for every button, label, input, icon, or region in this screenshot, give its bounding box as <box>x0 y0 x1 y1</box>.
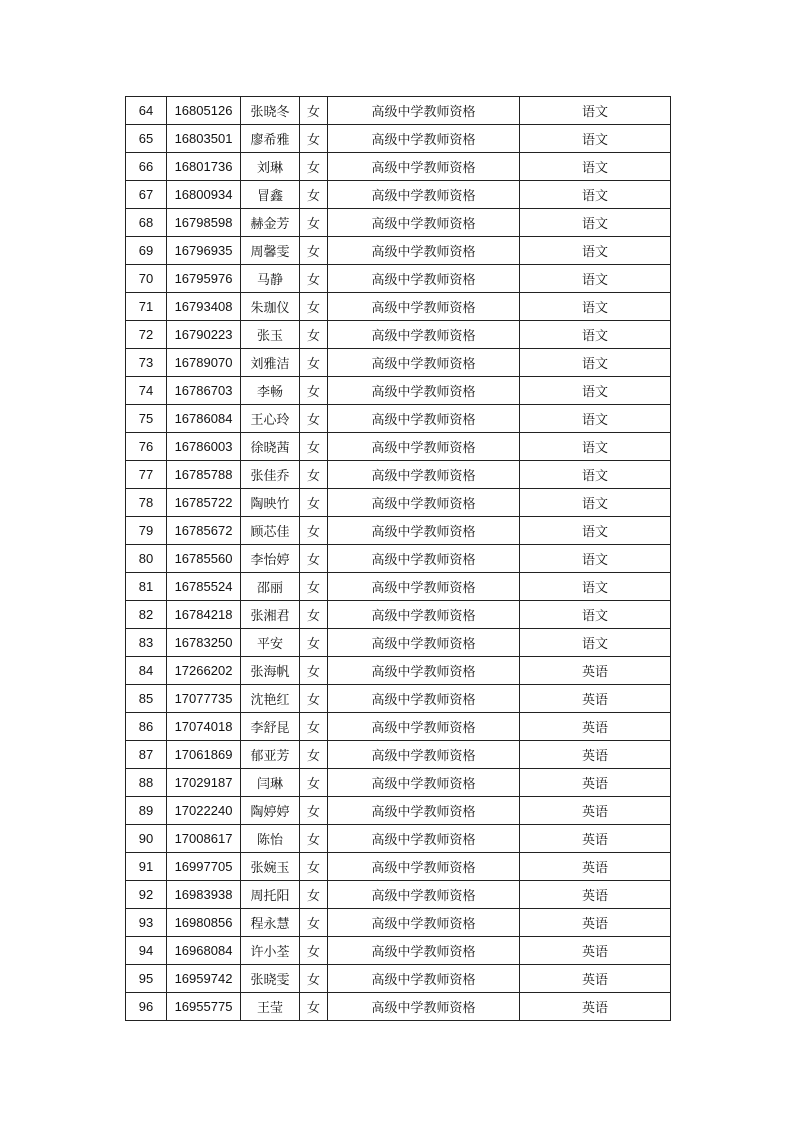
candidate-id-cell: 16983938 <box>167 881 241 909</box>
qualification-cell: 高级中学教师资格 <box>328 881 520 909</box>
table-row <box>126 853 671 881</box>
gender-cell: 女 <box>300 377 328 405</box>
gender-cell: 女 <box>300 405 328 433</box>
candidate-id-cell: 16793408 <box>167 293 241 321</box>
qualification-cell: 高级中学教师资格 <box>328 993 520 1021</box>
candidate-id-cell: 17074018 <box>167 713 241 741</box>
subject-cell: 语文 <box>520 265 671 293</box>
gender-cell: 女 <box>300 209 328 237</box>
qualification-cell: 高级中学教师资格 <box>328 349 520 377</box>
gender-cell: 女 <box>300 97 328 125</box>
row-number-cell: 87 <box>126 741 167 769</box>
row-number-cell: 74 <box>126 377 167 405</box>
subject-cell: 语文 <box>520 545 671 573</box>
row-number-cell: 82 <box>126 601 167 629</box>
row-number-cell: 67 <box>126 181 167 209</box>
row-number-cell: 64 <box>126 97 167 125</box>
candidate-id-cell: 16785524 <box>167 573 241 601</box>
table-row <box>126 881 671 909</box>
table-row <box>126 685 671 713</box>
table-row <box>126 461 671 489</box>
qualification-cell: 高级中学教师资格 <box>328 769 520 797</box>
qualification-cell: 高级中学教师资格 <box>328 405 520 433</box>
table-row <box>126 181 671 209</box>
table-row <box>126 629 671 657</box>
table-row <box>126 657 671 685</box>
subject-cell: 语文 <box>520 321 671 349</box>
candidate-id-cell: 16980856 <box>167 909 241 937</box>
gender-cell: 女 <box>300 769 328 797</box>
name-cell: 王莹 <box>241 993 300 1021</box>
candidate-id-cell: 16786003 <box>167 433 241 461</box>
qualification-cell: 高级中学教师资格 <box>328 937 520 965</box>
table-row <box>126 433 671 461</box>
gender-cell: 女 <box>300 601 328 629</box>
candidate-id-cell: 16789070 <box>167 349 241 377</box>
table-row <box>126 741 671 769</box>
qualification-cell: 高级中学教师资格 <box>328 321 520 349</box>
row-number-cell: 76 <box>126 433 167 461</box>
table-row <box>126 97 671 125</box>
gender-cell: 女 <box>300 153 328 181</box>
gender-cell: 女 <box>300 853 328 881</box>
row-number-cell: 81 <box>126 573 167 601</box>
candidate-id-cell: 16785672 <box>167 517 241 545</box>
name-cell: 李畅 <box>241 377 300 405</box>
row-number-cell: 78 <box>126 489 167 517</box>
table-row <box>126 349 671 377</box>
name-cell: 赫金芳 <box>241 209 300 237</box>
gender-cell: 女 <box>300 657 328 685</box>
subject-cell: 语文 <box>520 237 671 265</box>
name-cell: 张佳乔 <box>241 461 300 489</box>
subject-cell: 语文 <box>520 405 671 433</box>
gender-cell: 女 <box>300 433 328 461</box>
subject-cell: 语文 <box>520 601 671 629</box>
name-cell: 平安 <box>241 629 300 657</box>
name-cell: 张婉玉 <box>241 853 300 881</box>
candidate-id-cell: 17029187 <box>167 769 241 797</box>
candidate-id-cell: 17266202 <box>167 657 241 685</box>
name-cell: 陈怡 <box>241 825 300 853</box>
gender-cell: 女 <box>300 237 328 265</box>
gender-cell: 女 <box>300 489 328 517</box>
row-number-cell: 79 <box>126 517 167 545</box>
gender-cell: 女 <box>300 825 328 853</box>
table-row <box>126 265 671 293</box>
subject-cell: 语文 <box>520 97 671 125</box>
candidate-id-cell: 16798598 <box>167 209 241 237</box>
subject-cell: 英语 <box>520 741 671 769</box>
name-cell: 王心玲 <box>241 405 300 433</box>
table-row <box>126 153 671 181</box>
qualification-cell: 高级中学教师资格 <box>328 293 520 321</box>
candidate-id-cell: 16786084 <box>167 405 241 433</box>
name-cell: 郁亚芳 <box>241 741 300 769</box>
candidate-id-cell: 16955775 <box>167 993 241 1021</box>
gender-cell: 女 <box>300 265 328 293</box>
subject-cell: 语文 <box>520 489 671 517</box>
subject-cell: 英语 <box>520 965 671 993</box>
gender-cell: 女 <box>300 797 328 825</box>
row-number-cell: 89 <box>126 797 167 825</box>
candidate-id-cell: 16968084 <box>167 937 241 965</box>
qualification-cell: 高级中学教师资格 <box>328 965 520 993</box>
qualification-cell: 高级中学教师资格 <box>328 265 520 293</box>
subject-cell: 英语 <box>520 769 671 797</box>
gender-cell: 女 <box>300 517 328 545</box>
name-cell: 张晓冬 <box>241 97 300 125</box>
subject-cell: 英语 <box>520 657 671 685</box>
table-row <box>126 601 671 629</box>
name-cell: 顾芯佳 <box>241 517 300 545</box>
row-number-cell: 72 <box>126 321 167 349</box>
row-number-cell: 94 <box>126 937 167 965</box>
subject-cell: 语文 <box>520 181 671 209</box>
table-row <box>126 405 671 433</box>
row-number-cell: 90 <box>126 825 167 853</box>
qualification-cell: 高级中学教师资格 <box>328 573 520 601</box>
candidate-id-cell: 17077735 <box>167 685 241 713</box>
gender-cell: 女 <box>300 937 328 965</box>
candidate-id-cell: 16805126 <box>167 97 241 125</box>
name-cell: 马静 <box>241 265 300 293</box>
subject-cell: 语文 <box>520 433 671 461</box>
subject-cell: 语文 <box>520 153 671 181</box>
candidate-id-cell: 16959742 <box>167 965 241 993</box>
name-cell: 李舒昆 <box>241 713 300 741</box>
name-cell: 陶婷婷 <box>241 797 300 825</box>
candidate-id-cell: 16790223 <box>167 321 241 349</box>
name-cell: 廖希雅 <box>241 125 300 153</box>
table-row <box>126 965 671 993</box>
candidate-id-cell: 16784218 <box>167 601 241 629</box>
roster-table <box>125 96 671 1021</box>
table-row <box>126 545 671 573</box>
qualification-cell: 高级中学教师资格 <box>328 909 520 937</box>
subject-cell: 英语 <box>520 937 671 965</box>
roster-table-body <box>126 97 671 1021</box>
gender-cell: 女 <box>300 349 328 377</box>
row-number-cell: 84 <box>126 657 167 685</box>
gender-cell: 女 <box>300 125 328 153</box>
gender-cell: 女 <box>300 741 328 769</box>
table-row <box>126 573 671 601</box>
subject-cell: 英语 <box>520 993 671 1021</box>
gender-cell: 女 <box>300 321 328 349</box>
subject-cell: 语文 <box>520 629 671 657</box>
candidate-id-cell: 17061869 <box>167 741 241 769</box>
subject-cell: 语文 <box>520 209 671 237</box>
qualification-cell: 高级中学教师资格 <box>328 237 520 265</box>
row-number-cell: 65 <box>126 125 167 153</box>
gender-cell: 女 <box>300 909 328 937</box>
table-row <box>126 293 671 321</box>
subject-cell: 语文 <box>520 377 671 405</box>
name-cell: 张玉 <box>241 321 300 349</box>
qualification-cell: 高级中学教师资格 <box>328 433 520 461</box>
row-number-cell: 92 <box>126 881 167 909</box>
table-row <box>126 209 671 237</box>
table-row <box>126 237 671 265</box>
subject-cell: 语文 <box>520 573 671 601</box>
table-row <box>126 797 671 825</box>
qualification-cell: 高级中学教师资格 <box>328 377 520 405</box>
subject-cell: 语文 <box>520 461 671 489</box>
candidate-id-cell: 16786703 <box>167 377 241 405</box>
row-number-cell: 86 <box>126 713 167 741</box>
candidate-id-cell: 16783250 <box>167 629 241 657</box>
row-number-cell: 73 <box>126 349 167 377</box>
row-number-cell: 77 <box>126 461 167 489</box>
candidate-id-cell: 17008617 <box>167 825 241 853</box>
name-cell: 程永慧 <box>241 909 300 937</box>
row-number-cell: 71 <box>126 293 167 321</box>
row-number-cell: 88 <box>126 769 167 797</box>
row-number-cell: 96 <box>126 993 167 1021</box>
table-row <box>126 377 671 405</box>
gender-cell: 女 <box>300 685 328 713</box>
table-row <box>126 517 671 545</box>
table-row <box>126 321 671 349</box>
table-row <box>126 489 671 517</box>
table-row <box>126 825 671 853</box>
subject-cell: 英语 <box>520 685 671 713</box>
name-cell: 周馨雯 <box>241 237 300 265</box>
row-number-cell: 75 <box>126 405 167 433</box>
gender-cell: 女 <box>300 993 328 1021</box>
name-cell: 陶映竹 <box>241 489 300 517</box>
name-cell: 张海帆 <box>241 657 300 685</box>
name-cell: 许小荃 <box>241 937 300 965</box>
gender-cell: 女 <box>300 629 328 657</box>
qualification-cell: 高级中学教师资格 <box>328 797 520 825</box>
qualification-cell: 高级中学教师资格 <box>328 125 520 153</box>
name-cell: 周托阳 <box>241 881 300 909</box>
qualification-cell: 高级中学教师资格 <box>328 153 520 181</box>
candidate-id-cell: 16785560 <box>167 545 241 573</box>
subject-cell: 语文 <box>520 349 671 377</box>
table-row <box>126 125 671 153</box>
row-number-cell: 69 <box>126 237 167 265</box>
gender-cell: 女 <box>300 461 328 489</box>
qualification-cell: 高级中学教师资格 <box>328 489 520 517</box>
name-cell: 闫琳 <box>241 769 300 797</box>
name-cell: 李怡婷 <box>241 545 300 573</box>
candidate-id-cell: 16800934 <box>167 181 241 209</box>
qualification-cell: 高级中学教师资格 <box>328 629 520 657</box>
subject-cell: 英语 <box>520 797 671 825</box>
candidate-id-cell: 17022240 <box>167 797 241 825</box>
table-row <box>126 713 671 741</box>
subject-cell: 英语 <box>520 881 671 909</box>
gender-cell: 女 <box>300 545 328 573</box>
candidate-id-cell: 16997705 <box>167 853 241 881</box>
subject-cell: 英语 <box>520 909 671 937</box>
row-number-cell: 93 <box>126 909 167 937</box>
subject-cell: 语文 <box>520 293 671 321</box>
table-row <box>126 769 671 797</box>
qualification-cell: 高级中学教师资格 <box>328 545 520 573</box>
qualification-cell: 高级中学教师资格 <box>328 601 520 629</box>
gender-cell: 女 <box>300 293 328 321</box>
qualification-cell: 高级中学教师资格 <box>328 713 520 741</box>
row-number-cell: 68 <box>126 209 167 237</box>
row-number-cell: 66 <box>126 153 167 181</box>
qualification-cell: 高级中学教师资格 <box>328 657 520 685</box>
gender-cell: 女 <box>300 573 328 601</box>
qualification-cell: 高级中学教师资格 <box>328 209 520 237</box>
candidate-id-cell: 16801736 <box>167 153 241 181</box>
gender-cell: 女 <box>300 713 328 741</box>
qualification-cell: 高级中学教师资格 <box>328 97 520 125</box>
table-row <box>126 909 671 937</box>
qualification-cell: 高级中学教师资格 <box>328 825 520 853</box>
name-cell: 刘雅洁 <box>241 349 300 377</box>
row-number-cell: 70 <box>126 265 167 293</box>
qualification-cell: 高级中学教师资格 <box>328 853 520 881</box>
subject-cell: 语文 <box>520 517 671 545</box>
row-number-cell: 95 <box>126 965 167 993</box>
qualification-cell: 高级中学教师资格 <box>328 685 520 713</box>
candidate-id-cell: 16795976 <box>167 265 241 293</box>
subject-cell: 语文 <box>520 125 671 153</box>
subject-cell: 英语 <box>520 713 671 741</box>
name-cell: 冒鑫 <box>241 181 300 209</box>
gender-cell: 女 <box>300 881 328 909</box>
candidate-id-cell: 16785788 <box>167 461 241 489</box>
row-number-cell: 80 <box>126 545 167 573</box>
name-cell: 张湘君 <box>241 601 300 629</box>
qualification-cell: 高级中学教师资格 <box>328 517 520 545</box>
qualification-cell: 高级中学教师资格 <box>328 741 520 769</box>
qualification-cell: 高级中学教师资格 <box>328 181 520 209</box>
candidate-id-cell: 16803501 <box>167 125 241 153</box>
name-cell: 刘琳 <box>241 153 300 181</box>
table-row <box>126 993 671 1021</box>
name-cell: 沈艳红 <box>241 685 300 713</box>
table-row <box>126 937 671 965</box>
qualification-cell: 高级中学教师资格 <box>328 461 520 489</box>
gender-cell: 女 <box>300 181 328 209</box>
candidate-id-cell: 16785722 <box>167 489 241 517</box>
row-number-cell: 83 <box>126 629 167 657</box>
name-cell: 邵丽 <box>241 573 300 601</box>
row-number-cell: 85 <box>126 685 167 713</box>
candidate-id-cell: 16796935 <box>167 237 241 265</box>
subject-cell: 英语 <box>520 853 671 881</box>
gender-cell: 女 <box>300 965 328 993</box>
subject-cell: 英语 <box>520 825 671 853</box>
row-number-cell: 91 <box>126 853 167 881</box>
name-cell: 徐晓茜 <box>241 433 300 461</box>
name-cell: 朱珈仪 <box>241 293 300 321</box>
name-cell: 张晓雯 <box>241 965 300 993</box>
